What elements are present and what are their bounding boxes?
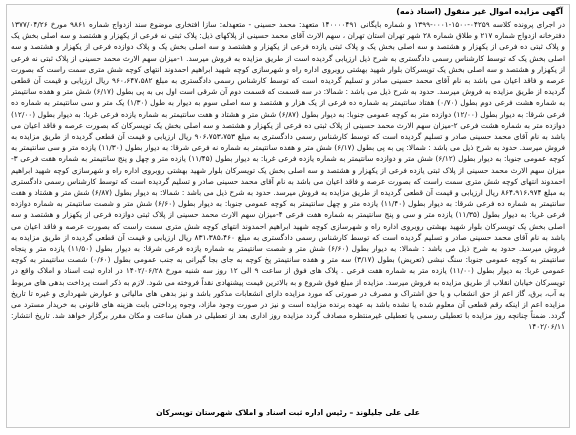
notice-heading: آگهی مزایده اموال غیر منقول (اسناد ذمه)	[396, 7, 563, 16]
notice-signature: علی علی جلیلوند – رئیس اداره ثبت اسناد و املاک شهرستان تویسرکان	[156, 408, 420, 417]
notice-body: در اجرای پرونده کلاسه ۰۴۲۵۹-۱۵۰۰-۰۰۰۱-۱۳۹۹ و شماره بایگانی ۱۴۰۰۰۰۴۹۱ متعهد: محمد حسینی - متعهدله: سازا افتخاری موضوع سند ازدواج شماره ۹۸۶۱ مورخ ۱۳۷۷/۰۴/۲۶ دفترخانه ازدواج شماره ۲۱۷ و طلاق شماره ۲۸ شهر تهران استان تهران ، سهم الارث آقای محمد حسینی از پلاکهای ذیل: پلاک ثبتی نه فرعی از یکهزار و هشتصد و سه اصلی بخش یک و پلاک ثبتی ده فرعی از یکهزار و هشتصد و سه اصلی بخش یک و پلاک ثبتی یازده فرعی از یکهزار و هشتصد و سه اصلی بخش یک و پلاک دوازده فرعی از یکهزار و هشتصد و سه اصلی بخش یک که توسط کارشناس رسمی دادگستری به شرح ذیل ارزیابی گردیده است از طریق مزایده به فروش میرسد. ۱-میزان سهم الارث محمد حسینی از پلاک ثبتی نه فرعی از یکهزار و هشتصد و سه اصلی بخش یک تویسرکان بلوار شهید بهشتی روبروی اداره راه و شهرسازی کوچه شهید ابراهیم احمدوند انتهای کوچه شش متری سمت راست که بصورت عرصه و فاقد اعیان می باشد به نام آقای محمد حسینی صادر و تسلیم گردیده است که توسط کارشناس رسمی دادگستری به مبلغ ۹۶۰،۶۴۷،۵۸۲ ریال ارزیابی و قیمت آن قطعی گردیده از طریق مزایده به فروش میرسد. حدود به شرح ذیل می باشد : شمالا: در سه قسمت که قسمت دوم آن شرقی است اول بی به پی بطول (۶/۱۷) شش متر و هفده سانتیمتر به شماره هشت فرعی دوم بطول (۰/۷۰) هفتاد سانتیمتر به شماره ده فرعی از یک هزار و هشتصد و سه اصلی سوم به دیوار به طول (۱/۳۰) یک متر و سی سانتیمتر به شماره ده فرعی شرقا: به دیوار بطول (۱۲/۰۰) دوازده متر به کوچه عمومی جنوبا: به دیوار بطول (۶/۸۷) شش متر و هشتاد و هفت سانتیمتر به شماره یازده فرعی غربا: به دیوار بطول (۱۲/۰۰) دوازده متر به شماره هشت فرعی ۲-میزان سهم الارث محمد حسینی از پلاک ثبتی ده فرعی از یکهزار و هشتصد و سه اصلی بخش یک تویسرکان که بصورت عرصه و فاقد اعیان می باشد به نام آقای محمد حسینی صادر و تسلیم گردیده است که توسط کارشناس رسمی دادگستری به مبلغ ۹۰۶،۷۵۳،۷۵۳ ریال ارزیابی و قیمت آن قطعی گردیده از طریق مزایده به فروش میرسد. حدود به شرح ذیل می باشد : شمالا: پی به پی بطول (۶/۱۷) شش متر و هفده سانتیمتر به شماره نه فرعی شرقا: به دیوار بطول (۱۱/۳۰) یازده متر و سی سانتیمتر به کوچه عمومی جنوبا: به دیوار بطول (۶/۱۲) شش متر و دوازده سانتیمتر به شماره یازده فرعی غربا: به دیوار بطول (۱۱/۴۵) یازده متر و چهل و پنج سانتیمتر به شماره هفت فرعی ۳-میزان سهم الارث محمد حسینی از پلاک ثبتی یازده فرعی از یکهزار و هشتصد و سه اصلی بخش یک تویسرکان بلوار شهید بهشتی روبروی اداره راه و شهرسازی کوچه شهید ابراهیم احمدوند انتهای کوچه شش متری سمت راست که بصورت عرصه و فاقد اعیان می باشد به نام آقای محمد حسینی صادر و تسلیم گردیده است که توسط کارشناس رسمی دادگستری به مبلغ ۸۶۴،۹۱۶،۹۷۴ ریال ارزیابی و قیمت آن قطعی گردیده از طریق مزایده به فروش میرسد. حدود به شرح ذیل می باشد : شمالا: به دیوار بطول (۶/۸۷) شش متر و هشتاد و هفت سانتیمتر به شماره ده فرعی شرقا: به دیوار بطول (۱۱/۴۰) یازده متر و چهل سانتیمتر به کوچه عمومی جنوبا: به دیوار بطول (۶/۶۰) شش متر و شصت سانتیمتر به شماره دوازده فرعی غربا: به دیوار بطول (۱۱/۳۵) یازده متر و سی و پنج سانتیمتر به شماره هفت فرعی ۴-میزان سهم الارث محمد حسینی از پلاک ثبتی دوازده فرعی از یکهزار و هشتصد و سه اصلی بخش یک تویسرکان بلوار شهید بهشتی روبروی اداره راه و شهرسازی کوچه شهید ابراهیم احمدوند انتهای کوچه شش متری سمت راست که بصورت عرصه و فاقد اعیان می باشد به نام آقای محمد حسینی صادر و تسلیم گردیده است که توسط کارشناس رسمی دادگستری به مبلغ ۸۳۱،۳۸۵،۴۶۰ ریال ارزیابی و قیمت آن قطعی گردیده از طریق مزایده به فروش میرسد. حدود به شرح ذیل می باشد : شمالا: به دیوار بطول (۶/۶۰) شش متر و شصت سانتیمتر به شماره یازده فرعی شرقا: به دیوار بطول (۱۱/۵۰) یازده متر و پنجاه سانتیمتر به کوچه عمومی جنوبا: سنگ نبشی (تعریض) بطول (۳/۱۷) سه متر و هفده سانتیمتر پخ کوچه به جای بجا گیرانی به جنب عمومی بطول (۰/۶۰) شصت سانتیمتر به کوچه عمومی غربا: به دیوار بطول (۱۱/۰۰) یازده متر به شماره هفت فرعی . پلاک های فوق از ساعت ۹ الی ۱۲ روز سه شنبه مورخ ۱۴۰۲/۰۶/۲۸ در اداره ثبت اسناد و املاک واقع در تویسرکان خیابان انقلاب از طریق مزایده به فروش میرسد. مزایده از مبلغ فوق شروع و به بالاترین قیمت پیشنهادی نقداً فروخته می شود. لازم به ذکر است پرداخت بدهی های مربوط به آب، برق، گاز اعم از حق انشعاب و یا حق اشتراک و مصرف در صورتی که مورد مزایده دارای انشعابات مذکور باشد و نیز بدهی های مالیاتی و عوارض شهرداری و غیره تا تاریخ مزایده اعم از اینکه رقم قطعی آن معلوم شده یا نشده باشد به عهده برنده مزایده است و نیز در صورت وجود مازاد، وجوه پرداختی بابت هزینه های قانونی به خریدار مسترد می گردد. ضمناً چنانچه روز مزایده با تعطیلی رسمی یا تعطیلی غیرمنتظره مصادف گردد مزایده روز اداری بعد از تعطیلی در همان ساعت و مکان مقرر برگزار خواهد شد. تاریخ انتشار: ۱۴۰۲/۰۶/۱۱	[11, 20, 565, 332]
auction-notice	[6, 4, 570, 428]
